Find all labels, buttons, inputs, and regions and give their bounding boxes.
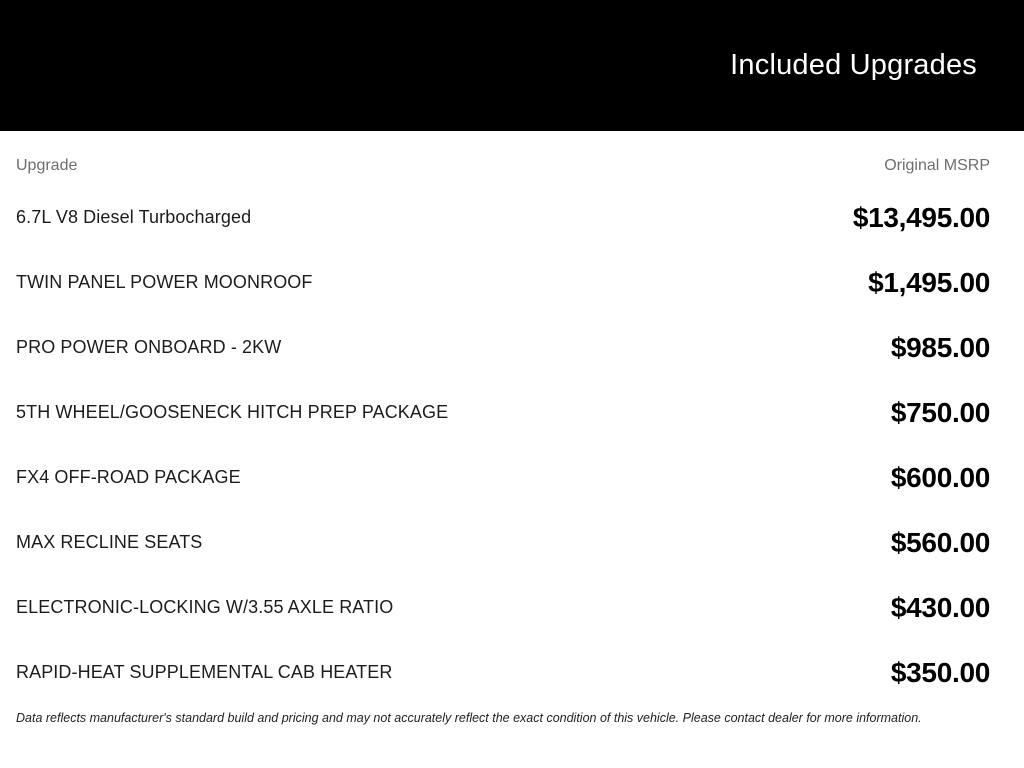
upgrade-label: RAPID-HEAT SUPPLEMENTAL CAB HEATER	[16, 662, 393, 682]
disclaimer-text: Data reflects manufacturer's standard build and pricing and may not accurately reflect the exact condition of this vehicle. Please contact dealer for more information.	[16, 711, 922, 725]
upgrade-label: ELECTRONIC-LOCKING W/3.55 AXLE RATIO	[16, 597, 394, 617]
column-header-upgrade: Upgrade	[16, 157, 78, 174]
upgrades-table	[0, 158, 1024, 725]
upgrade-price: $350.00	[890, 656, 990, 688]
upgrade-price: $560.00	[890, 526, 990, 558]
table-row	[16, 575, 990, 640]
table-row	[16, 640, 990, 705]
table-row	[16, 510, 990, 575]
upgrade-label: MAX RECLINE SEATS	[16, 532, 203, 552]
upgrade-price: $13,495.00	[852, 201, 990, 233]
upgrade-label: 5TH WHEEL/GOOSENECK HITCH PREP PACKAGE	[16, 402, 449, 422]
upgrade-price: $1,495.00	[868, 266, 990, 298]
upgrade-price: $600.00	[890, 461, 990, 493]
column-header-original-msrp: Original MSRP	[884, 157, 990, 174]
table-column-headers	[16, 158, 990, 174]
table-row	[16, 380, 990, 445]
page-header	[0, 0, 1024, 131]
table-row	[16, 445, 990, 510]
upgrade-label: FX4 OFF-ROAD PACKAGE	[16, 467, 241, 487]
upgrade-label: TWIN PANEL POWER MOONROOF	[16, 272, 313, 292]
upgrade-label: 6.7L V8 Diesel Turbocharged	[16, 207, 252, 227]
table-row	[16, 185, 990, 250]
table-row	[16, 315, 990, 380]
upgrade-rows	[16, 185, 990, 705]
upgrade-price: $430.00	[890, 591, 990, 623]
upgrade-label: PRO POWER ONBOARD - 2KW	[16, 337, 282, 357]
upgrade-price: $985.00	[890, 331, 990, 363]
page-title: Included Upgrades	[730, 49, 977, 81]
table-row	[16, 250, 990, 315]
upgrade-price: $750.00	[890, 396, 990, 428]
